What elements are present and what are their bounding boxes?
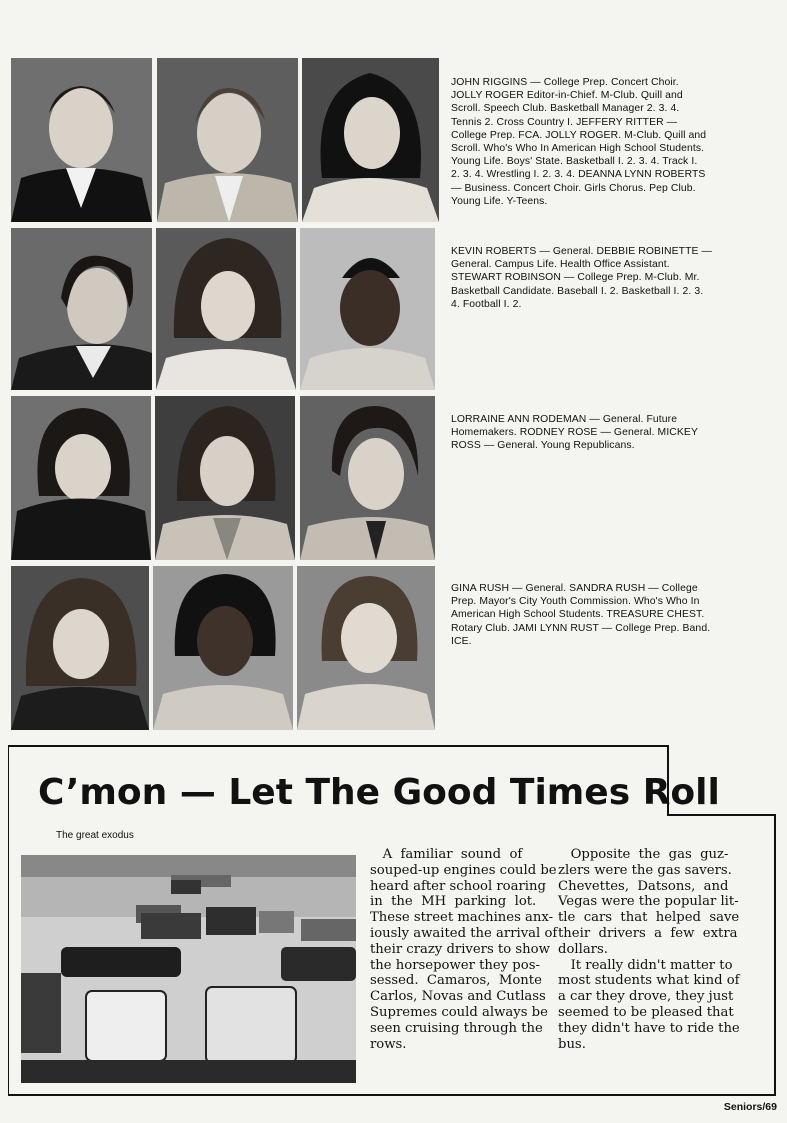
story-line: the horsepower they pos- [370,957,540,973]
story-line: in the MH parking lot. [370,894,537,910]
parking-lot-photo [21,855,356,1083]
caption-line: General. Campus Life. Health Office Assistant. [451,259,670,271]
portrait-photo [302,58,439,222]
story-line: a car they drove, they just [558,989,734,1005]
portrait-photo [11,396,151,560]
portrait-photo [153,566,293,730]
caption-line: Basketball Candidate. Baseball I. 2. Basketball I. 2. 3. [451,285,704,297]
caption-line: 4. Football I. 2. [451,298,522,310]
caption-line: Scroll. Who's Who In American High School Students. [451,143,705,155]
story-line: dollars. [558,941,608,957]
story-line: their drivers a few extra [558,925,738,941]
portrait-photo [157,58,298,222]
story-line: iously awaited the arrival of [370,925,558,941]
caption-line: KEVIN ROBERTS — General. DEBBIE ROBINETTE — [451,246,713,257]
story-line: tle cars that helped save [558,910,740,926]
story-line: they didn't have to ride the [558,1020,740,1036]
caption-row-3 [451,413,751,453]
story-line: sessed. Camaros, Monte [370,973,542,989]
caption-line: Rotary Club. JAMI LYNN RUST — College Prep. Band. [451,622,711,634]
caption-row-2 [451,245,751,311]
photo-caption: The great exodus [56,830,134,841]
feature-headline: C’mon — Let The Good Times Roll [38,772,720,813]
caption-line: Prep. Mayor's City Youth Commission. Who's Who In [451,596,700,608]
portrait-photo [11,58,152,222]
portrait-photo [297,566,435,730]
caption-row-1 [451,76,751,208]
story-line: These street machines anx- [370,910,554,926]
portrait-photo [300,396,435,560]
story-line: Vegas were the popular lit- [558,894,739,910]
story-line: souped-up engines could be [370,862,557,878]
caption-line: JOLLY ROGER Editor-in-Chief. M-Club. Quill and [451,90,683,102]
story-line: most students what kind of [558,973,740,989]
caption-line: Scroll. Speech Club. Basketball Manager 2. 3. 4. [451,103,680,115]
story-line: their crazy drivers to show [370,941,550,957]
portrait-photo [156,228,296,390]
portrait-photo [300,228,435,390]
story-line: heard after school roaring [370,878,546,894]
caption-line: Homemakers. RODNEY ROSE — General. MICKEY [451,427,698,439]
portrait-photo [11,566,149,730]
caption-line: — Business. Concert Choir. Girls Chorus. Pep Club. [451,182,696,194]
story-line: rows. [370,1036,407,1052]
caption-row-4 [451,582,751,648]
caption-line: ICE. [451,635,472,647]
page-footer: Seniors/69 [723,1101,777,1113]
story-line: Chevettes, Datsons, and [558,878,729,894]
caption-line: College Prep. FCA. JOLLY ROGER. M-Club. Quill and [451,129,707,141]
story-line: zlers were the gas savers. [558,862,732,878]
portrait-photo [11,228,152,390]
story-line: Opposite the gas guz- [558,847,729,862]
story-column-2 [558,847,740,1052]
story-line: bus. [558,1036,586,1052]
caption-line: 2. 3. 4. Wrestling I. 2. 3. 4. DEANNA LYNN ROBERTS [451,169,706,181]
caption-line: GINA RUSH — General. SANDRA RUSH — College [451,583,698,594]
story-column-1 [370,847,557,1052]
caption-line: ROSS — General. Young Republicans. [451,440,635,452]
caption-line: Young Life. Y-Teens. [451,195,548,207]
portrait-photo [155,396,295,560]
caption-line: Tennis 2. Cross Country I. JEFFERY RITTER — [451,116,678,128]
story-line: Carlos, Novas and Cutlass [370,989,546,1005]
caption-line: American High School Students. TREASURE CHEST. [451,609,705,621]
story-line: A familiar sound of [370,847,523,862]
story-line: seemed to be pleased that [558,1004,734,1020]
caption-line: Young Life. Boys' State. Basketball I. 2. 3. 4. Track I. [451,156,698,168]
story-line: Supremes could always be [370,1004,548,1020]
story-line: It really didn't matter to [558,957,733,973]
story-line: seen cruising through the [370,1020,543,1036]
caption-line: LORRAINE ANN RODEMAN — General. Future [451,414,678,425]
caption-line: JOHN RIGGINS — College Prep. Concert Choir. [451,77,679,88]
caption-line: STEWART ROBINSON — College Prep. M-Club. Mr. [451,272,700,284]
